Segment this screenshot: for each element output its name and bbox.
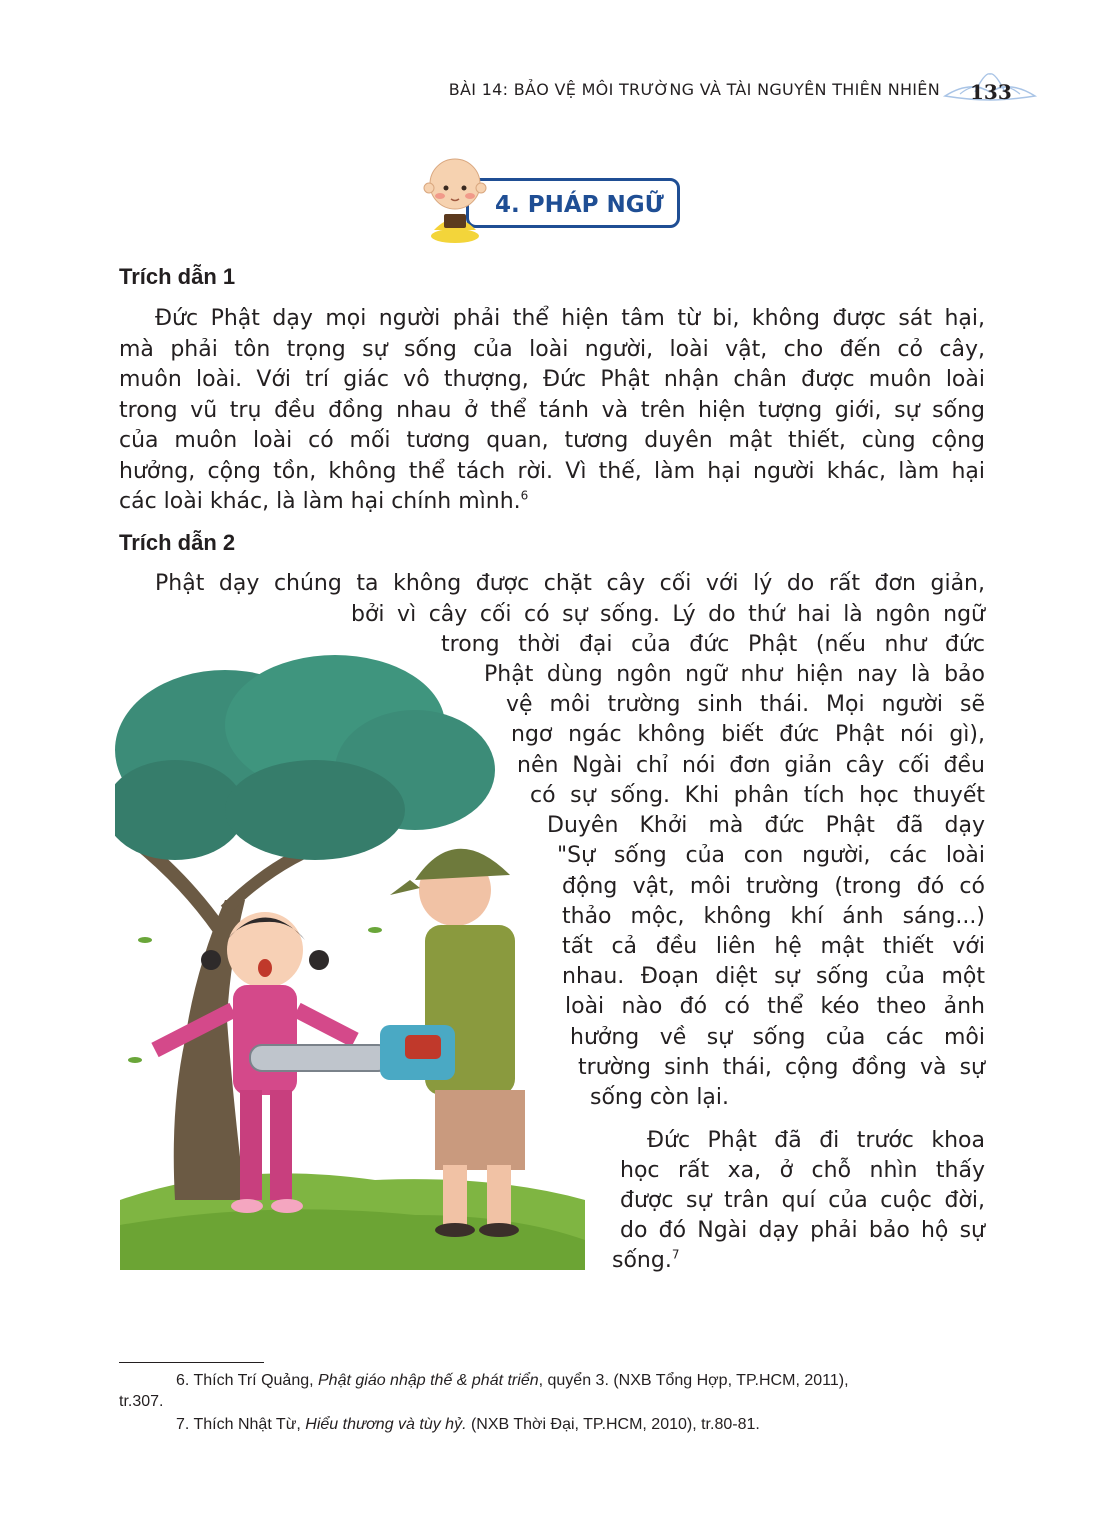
quote2-line: có sự sống. Khi phân tích học thuyết [530,783,985,808]
quote2-closing-line: học rất xa, ở chỗ nhìn thấy [620,1158,985,1183]
quote2-line: trường sinh thái, cộng đồng và sự [578,1055,985,1080]
footnote-7-lead: 7. Thích Nhật Từ, [176,1416,306,1433]
quote1-heading: Trích dẫn 1 [119,264,236,289]
footnote-ref-6: 6 [520,488,529,503]
quote2-line: tất cả đều liên hệ mật thiết với [562,934,985,959]
footnote-6-cont: tr.307. [119,1393,164,1410]
quote2-line: Phật dạy chúng ta không được chặt cây cối với lý do rất đơn giản, [155,571,985,596]
footnote-6-lead: 6. Thích Trí Quảng, [176,1372,318,1389]
page-number-ornament [940,70,1040,110]
quote2-line: loài nào đó có thể kéo theo ảnh [565,994,985,1019]
footnote-6-title: Phật giáo nhập thế & phát triển [318,1372,539,1389]
section-title: 4. PHÁP NGỮ [495,192,664,218]
quote1-line: hưởng, cộng tồn, không thể tách rời. Vì thế, làm hại người khác, làm hại [119,458,985,484]
quote2-line: bởi vì cây cối có sự sống. Lý do thứ hai là ngôn ngữ [351,602,985,627]
quote2-line: động vật, môi trường (trong đó có [562,874,985,899]
footnote-7-title: Hiểu thương và tùy hỷ. [305,1416,467,1433]
quote1-line: các loài khác, là làm hại chính mình. [119,489,521,514]
quote2-line: thảo mộc, không khí ánh sáng...) [562,904,985,929]
quote2-line: ngơ ngác không biết đức Phật nói gì), [511,722,985,747]
footnote-ref-7: 7 [671,1247,680,1262]
footnote-7 [119,1414,999,1435]
quote1-last-line [119,487,985,518]
quote2-line: hưởng về sự sống của các môi [570,1025,985,1050]
footnote-divider [119,1362,264,1363]
illustration-tree-and-chainsaw [115,640,635,1290]
monk-mascot-icon [420,150,490,245]
quote1-line: của muôn loài có mối tương quan, tương duyên mật thiết, cùng cộng [119,428,985,453]
quote2-line: vệ môi trường sinh thái. Mọi người sẽ [506,692,985,717]
quote2-line: "Sự sống của con người, các loài [557,843,985,868]
running-header: BÀI 14: BẢO VỆ MÔI TRƯỜNG VÀ TÀI NGUYÊN THIÊN NHIÊN [448,80,940,99]
quote2-line: Phật dùng ngôn ngữ như hiện nay là bảo [484,662,985,687]
quote2-closing-line: sống. [612,1248,672,1273]
footnote-6-tail: , quyển 3. (NXB Tổng Hợp, TP.HCM, 2011), [538,1372,849,1389]
page-number: 133 [970,80,1012,104]
footnote-6 [119,1370,999,1412]
quote2-line: nhau. Đoạn diệt sự sống của một [562,964,985,989]
quote2-closing-last-line [612,1246,985,1276]
quote2-heading: Trích dẫn 2 [119,530,236,555]
quote1-line: mà phải tôn trọng sự sống của loài người, loài vật, cho đến cỏ cây, [119,336,985,362]
section-banner [420,150,690,245]
quote2-closing-line: do đó Ngài dạy phải bảo hộ sự [620,1218,985,1243]
quote2-line: sống còn lại. [590,1085,730,1110]
quote2-line: nên Ngài chỉ nói đơn giản cây cối đều [517,753,985,778]
quote2-line: Duyên Khởi mà đức Phật đã dạy [547,813,985,838]
quote2-line: trong thời đại của đức Phật (nếu như đức [441,632,985,657]
quote1-line: Đức Phật dạy mọi người phải thể hiện tâm từ bi, không được sát hại, [155,306,985,331]
footnote-7-tail: (NXB Thời Đại, TP.HCM, 2010), tr.80-81. [466,1416,760,1433]
quote1-paragraph [119,304,985,518]
quote2-closing-line: Đức Phật đã đi trước khoa [647,1128,985,1153]
quote2-closing-line: được sự trân quí của cuộc đời, [620,1188,985,1213]
quote1-line: trong vũ trụ đều đồng nhau ở thể tánh và trên hiện tượng giới, sự sống [119,397,985,423]
quote1-line: muôn loài. Với trí giác vô thượng, Đức Phật nhận chân được muôn loài [119,367,985,392]
